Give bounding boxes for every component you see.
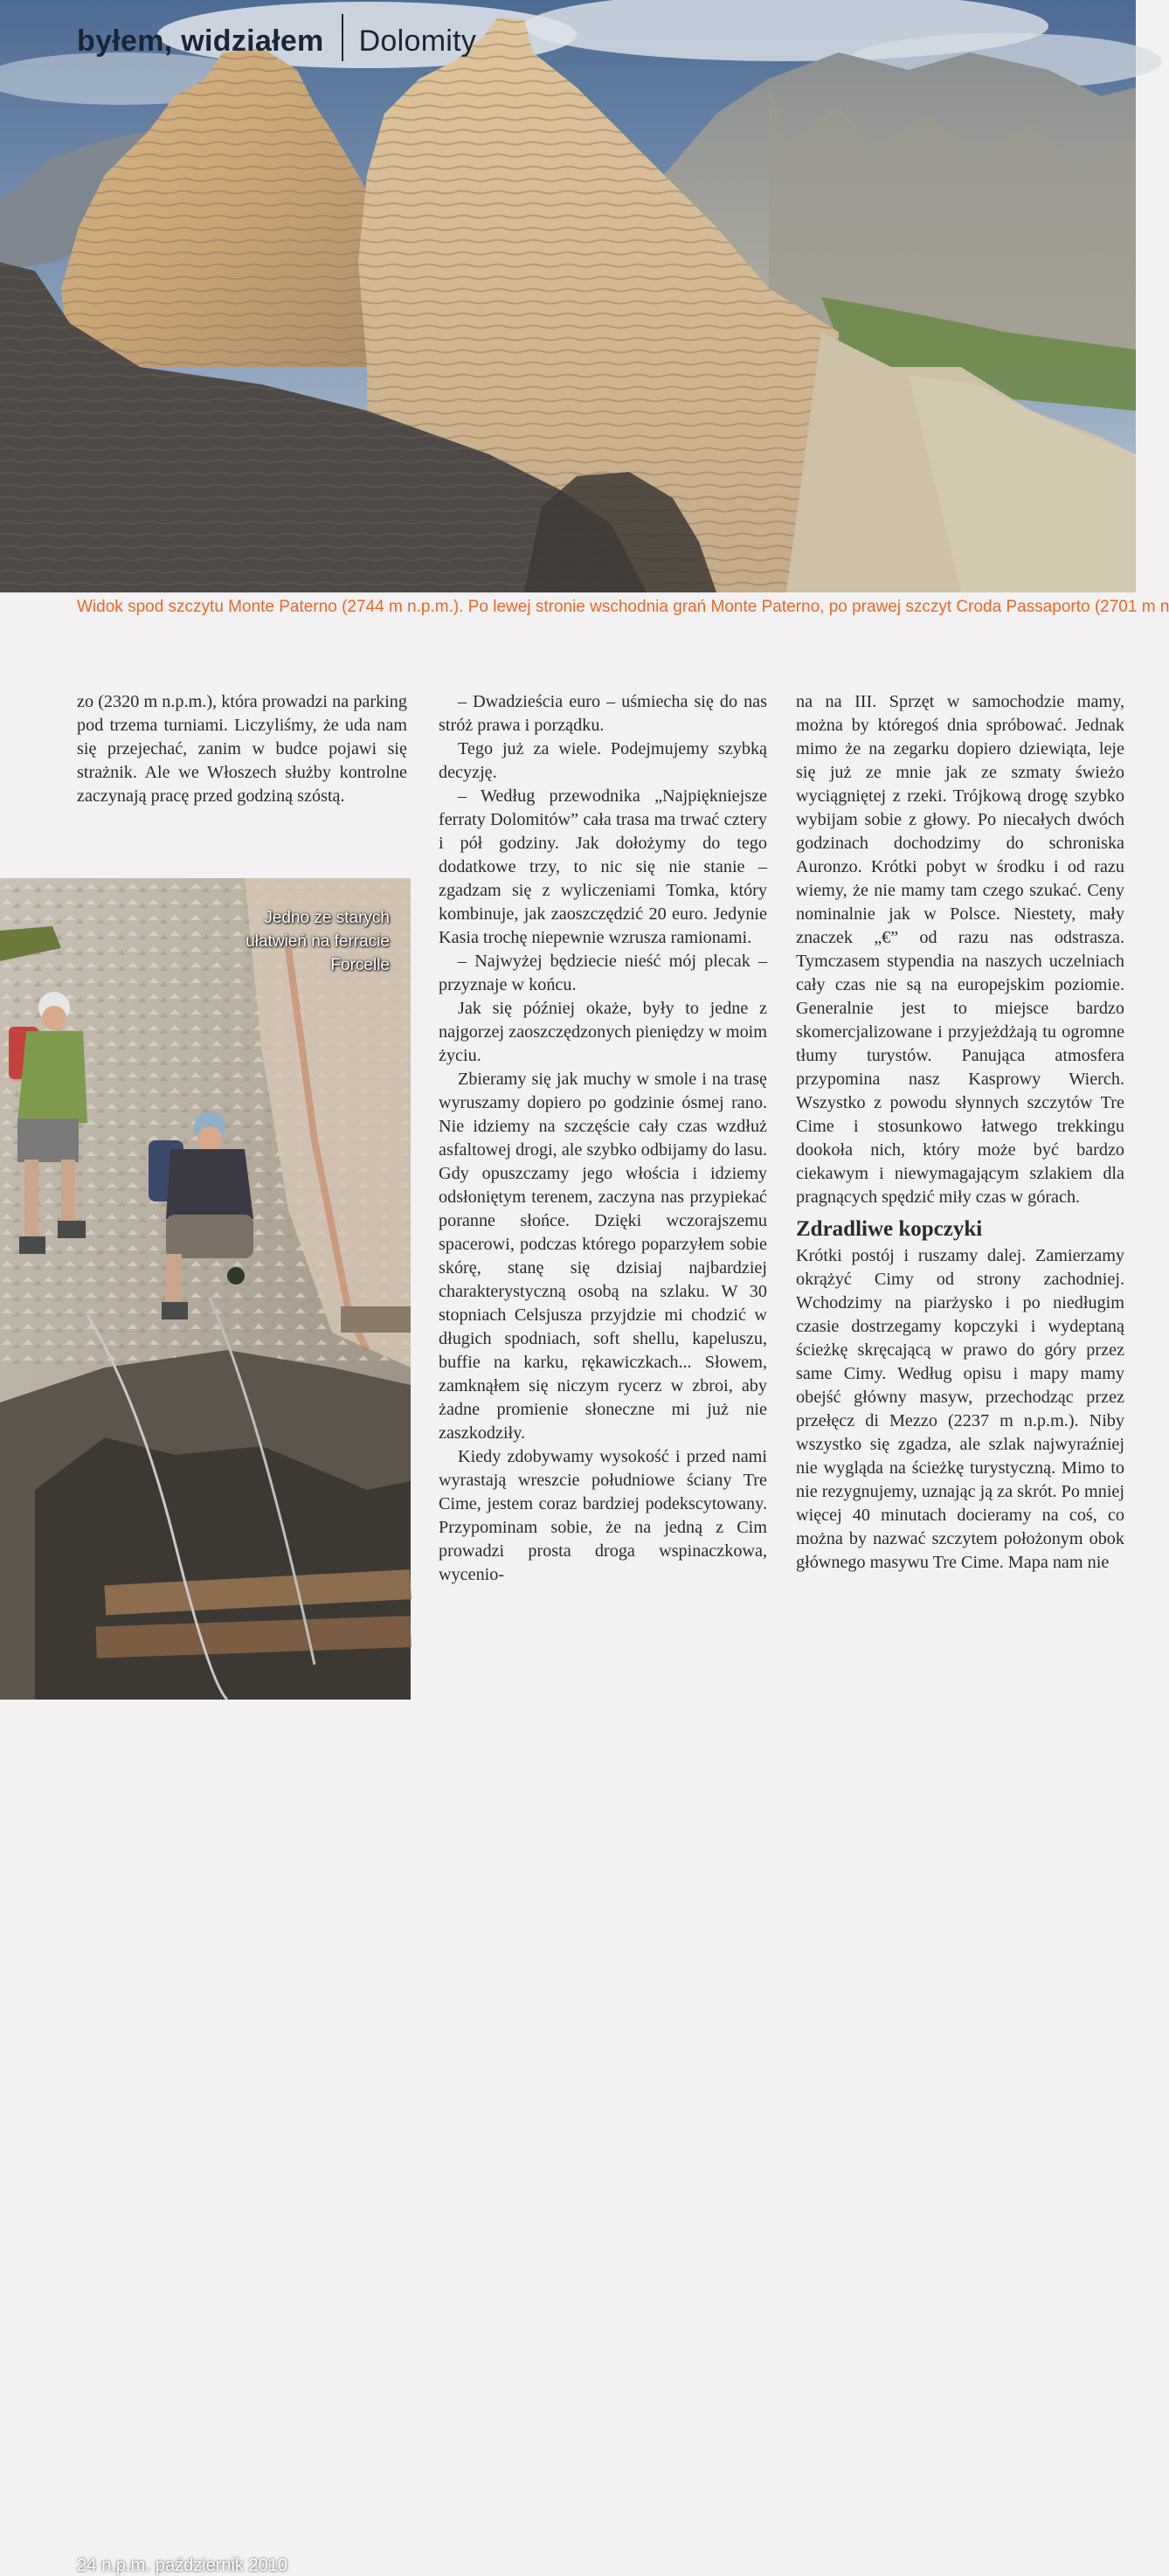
section-topic: Dolomity <box>358 24 477 58</box>
hero-photo <box>0 0 1136 592</box>
page-footer <box>77 2556 293 2576</box>
text-column-1 <box>77 690 407 808</box>
climbers-image <box>0 878 411 1700</box>
paragraph: Kiedy zdobywamy wysokość i przed nami wyrastają wreszcie południowe ściany Tre Cime, jestem coraz bardziej podekscytowany. Przypominam sobie, że na jedną z Cim prowadzi prosta droga wspinaczkowa, wycenio- <box>439 1447 767 1584</box>
paragraph: Krótki postój i ruszamy dalej. Zamierzamy okrążyć Cimy od strony zachodniej. Wchodzimy na piarżysko i po niedługim czasie dostrzegamy kopczyki i wydeptaną ścieżkę skręcającą w prawo do góry przez same Cimy. Według opisu i mapy mamy obejść główny masyw, przechodząc przez przełęcz di Mezzo (2237 m n.p.m.). Niby wszystko się zgadza, ale szlak najwyraźniej nie wygląda na ścieżkę turystyczną. Mimo to nie rezygnujemy, uznając ją za skrót. Po mniej więcej 40 minutach docieramy na coś, co można by nazwać szczytem położonym obok głównego masywu Tre Cime. Mapa nam nie <box>796 1246 1124 1572</box>
dolomites-panorama-image <box>0 0 1136 592</box>
ferrata-photo <box>0 878 411 2575</box>
hero-photo-caption: Widok spod szczytu Monte Paterno (2744 m n.p.m.). Po lewej stronie wschodnia grań Monte Paterno, po prawej szczyt Croda Passaporto (2701 m n <box>77 598 1169 616</box>
paragraph: na na III. Sprzęt w samochodzie mamy, można by któregoś dnia spróbować. Jednak mimo że na zegarku dopiero dziewiąta, leje się już ze mnie jak ze szmaty świeżo wyciągniętej z rzeki. Trójkową drogę szybko wybijam sobie z głowy. Po niecałych dwóch godzinach dochodzimy do schroniska Auronzo. Krótki pobyt w środku i od razu wiemy, że nie mamy tam czego szukać. Ceny nominalnie jak w Polsce. Niestety, mały znaczek „€” od razu nas odstrasza. Tymczasem stypendia na naszych uczelniach cały czas nie są na europejskim poziomie. Generalnie jest to miejsce bardzo skomercjalizowane i przyjeżdżają tu ogromne tłumy turystów. Panująca atmosfera przypomina nasz Kasprowy Wierch. Wszystko z powodu słynnych szczytów Tre Cime i stosunkowo łatwego trekkingu dookoła nich, który może być bardzo ciekawym i niewymagającym szlakiem dla pragnących spędzić miły czas w górach. <box>796 692 1124 1207</box>
subheading: Zdradliwe kopczyki <box>796 1217 983 1241</box>
paragraph: – Według przewodnika „Najpiękniejsze ferraty Dolomitów” cała trasa ma trwać cztery i pół godziny. Jak dołożymy do tego dodatkowe trzy, to nic się nie stanie – zgadzam się z wyliczeniami Tomka, który kombinuje, jak zaoszczędzić 20 euro. Jedynie Kasia trochę niepewnie wzrusza ramionami. <box>439 786 767 947</box>
ferrata-photo-caption: Jedno ze starych ułatwień na ferracie Forcelle <box>246 909 390 974</box>
text-column-2 <box>439 690 767 1587</box>
magazine-name: n.p.m. <box>101 2556 150 2575</box>
text-column-3 <box>796 690 1124 1575</box>
paragraph: – Dwadzieścia euro – uśmiecha się do nas stróż prawa i porządku. <box>439 692 767 735</box>
issue-date: październik 2010 <box>155 2556 288 2575</box>
paragraph: – Najwyżej będziecie nieść mój plecak – przyznaje w końcu. <box>439 952 767 994</box>
header-divider <box>342 14 343 61</box>
section-header <box>77 19 476 66</box>
section-label: byłem, widziałem <box>77 24 324 58</box>
paragraph: Jak się później okaże, były to jedne z najgorzej zaoszczędzonych pieniędzy w moim życiu. <box>439 999 767 1065</box>
paragraph: Zbieramy się jak muchy w smole i na trasę wyruszamy dopiero po godzinie ósmej rano. Nie idziemy na szczęście cały czas wzdłuż asfaltowej drogi, ale szybko odbijamy do lasu. Gdy opuszczamy jego włościa i idziemy odsłoniętym terenem, zaczyna nas przypiekać poranne słońce. Dzięki wczorajszemu spacerowi, podczas którego poparzyłem sobie skórę, stanę się dzisiaj najbardziej charakterystyczną osobą na szlaku. W 30 stopniach Celsjusza przyjdzie mi chodzić w długich spodniach, soft shellu, kapeluszu, buffie na karku, rękawiczkach... Słowem, zamknąłem się niczym rycerz w zbroi, aby żadne promienie słoneczne mi już nie zaszkodziły. <box>439 1070 767 1443</box>
page-number: 24 <box>77 2556 97 2575</box>
paragraph: zo (2320 m n.p.m.), która prowadzi na parking pod trzema turniami. Liczyliśmy, że uda nam się przejechać, zanim w budce pojawi się strażnik. Ale we Włoszech służby kontrolne zaczynają pracę przed godziną szóstą. <box>77 692 407 806</box>
paragraph: Tego już za wiele. Podejmujemy szybką decyzję. <box>439 739 767 782</box>
